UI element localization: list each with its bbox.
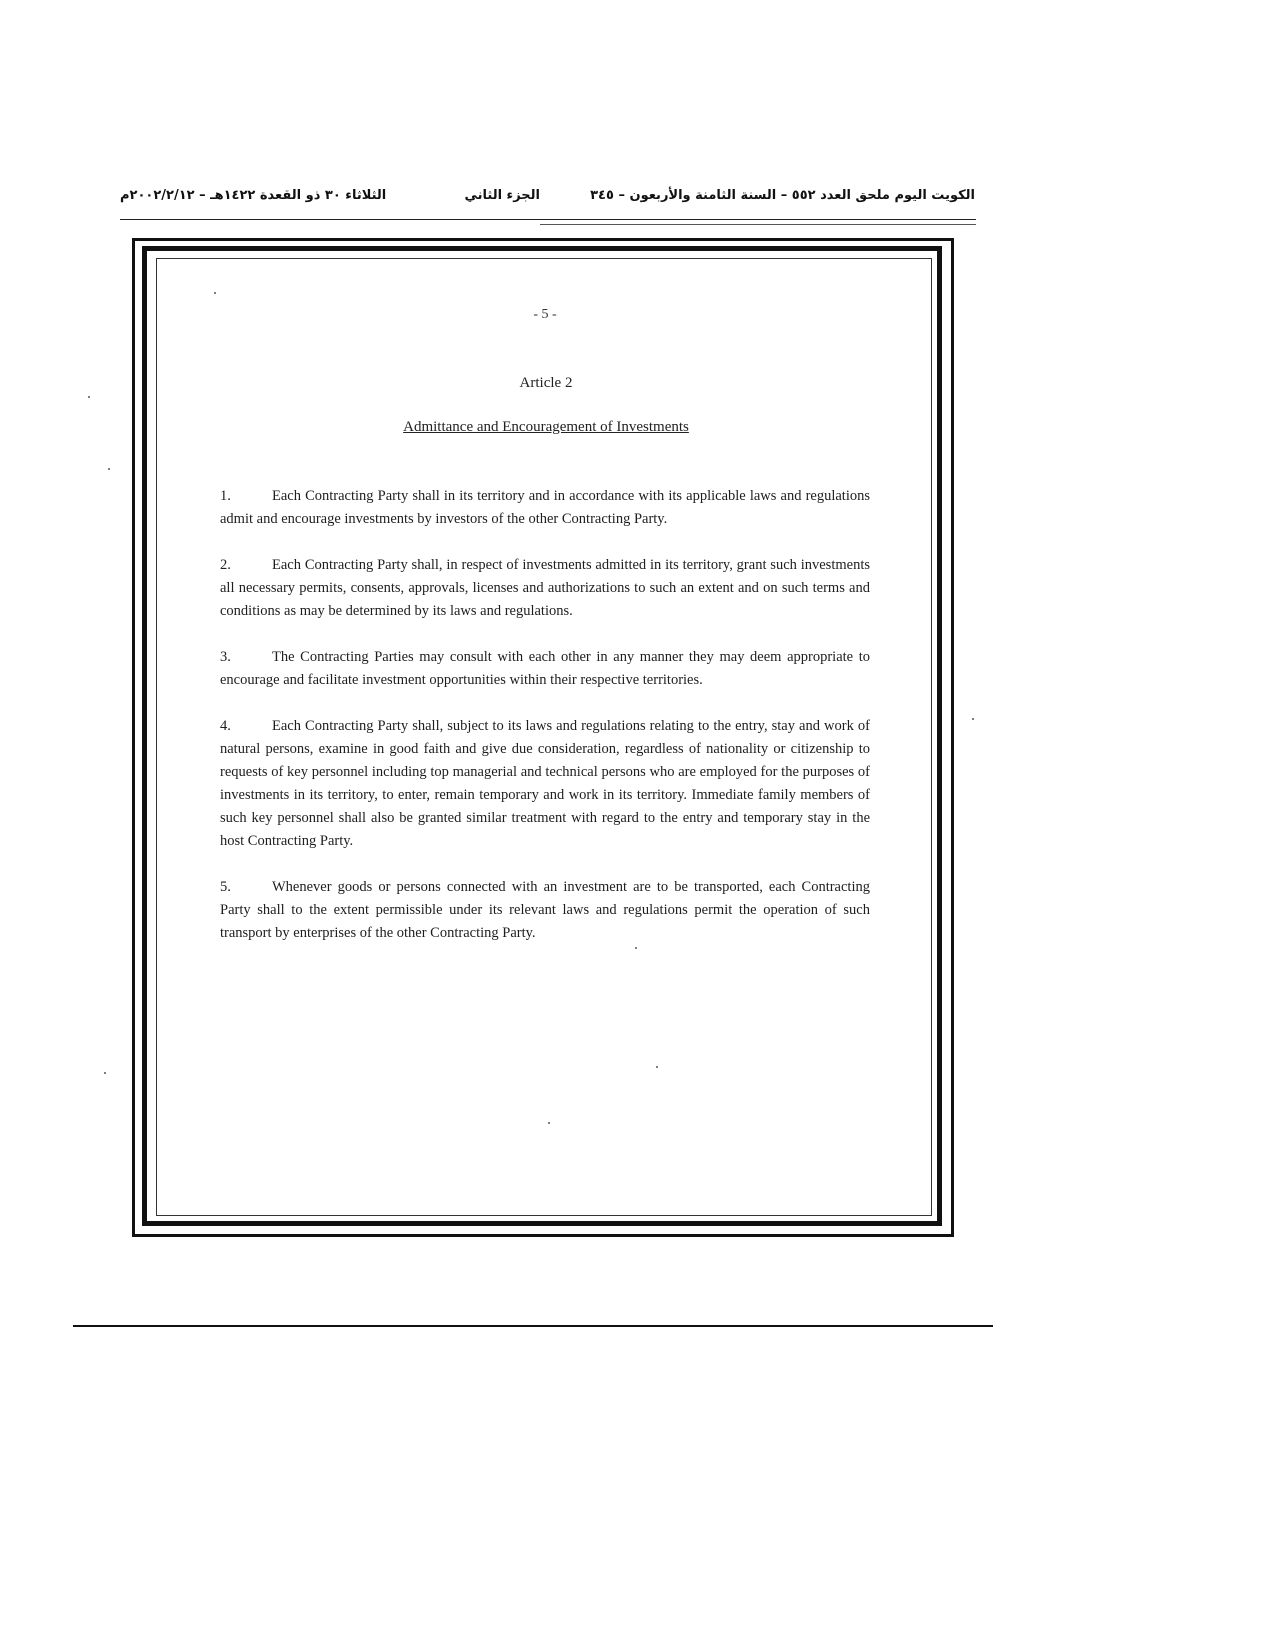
paragraph-text: Each Contracting Party shall, subject to its laws and regulations relating to the entry, stay and work of natural persons, examine in good faith and give due consideration, regardless of nationality or citizenship to requests of key personnel including top managerial and technical persons who are employed for the purposes of investments in its territory, to enter, remain temporary and work in its territory. Immediate family members of such key personnel shall also be granted similar treatment with regard to the entry and temporary stay in the host Contracting Party. bbox=[220, 718, 870, 849]
gazette-part: الجزء الثاني bbox=[464, 188, 540, 203]
footer-divider bbox=[73, 1325, 993, 1327]
paragraph-number: 1. bbox=[220, 488, 231, 504]
paragraph bbox=[220, 715, 870, 853]
header-divider-secondary bbox=[540, 224, 976, 225]
paragraph bbox=[220, 646, 870, 692]
article-subtitle: Admittance and Encouragement of Investments bbox=[403, 419, 689, 435]
paragraph-number: 5. bbox=[220, 879, 231, 895]
article-body bbox=[220, 485, 870, 968]
scan-speck bbox=[656, 1066, 658, 1068]
paragraph-number: 2. bbox=[220, 557, 231, 573]
paragraph-text: The Contracting Parties may consult with each other in any manner they may deem appropriate to encourage and facilitate investment opportunities within their respective territories. bbox=[220, 649, 870, 688]
header-divider bbox=[120, 219, 976, 220]
page-number: - 5 - bbox=[533, 307, 557, 322]
scan-speck bbox=[214, 292, 216, 294]
paragraph bbox=[220, 485, 870, 531]
scan-speck bbox=[88, 396, 90, 398]
scan-speck bbox=[108, 468, 110, 470]
gazette-issue-info: الكويت اليوم ملحق العدد ٥٥٢ – السنة الثامنة والأربعون – ٣٤٥ bbox=[590, 188, 975, 203]
paragraph bbox=[220, 876, 870, 945]
paragraph-text: Each Contracting Party shall in its territory and in accordance with its applicable laws and regulations admit and encourage investments by investors of the other Contracting Party. bbox=[220, 488, 870, 527]
paragraph-number: 4. bbox=[220, 718, 231, 734]
paragraph bbox=[220, 554, 870, 623]
scan-speck bbox=[635, 947, 637, 949]
gazette-date: الثلاثاء ٣٠ ذو القعدة ١٤٢٢هـ – ٢٠٠٢/٢/١٢م bbox=[120, 188, 387, 203]
article-title: Article 2 bbox=[519, 375, 573, 391]
scan-speck bbox=[972, 718, 974, 720]
scan-speck bbox=[548, 1122, 550, 1124]
paragraph-number: 3. bbox=[220, 649, 231, 665]
scan-speck bbox=[104, 1072, 106, 1074]
paragraph-text: Each Contracting Party shall, in respect of investments admitted in its territory, grant such investments all necessary permits, consents, approvals, licenses and authorizations to such an extent and on such terms and conditions as may be determined by its laws and regulations. bbox=[220, 557, 870, 619]
gazette-header bbox=[120, 188, 975, 210]
paragraph-text: Whenever goods or persons connected with an investment are to be transported, each Contracting Party shall to the extent permissible under its relevant laws and regulations permit the operation of such transport by enterprises of the other Contracting Party. bbox=[220, 879, 870, 941]
